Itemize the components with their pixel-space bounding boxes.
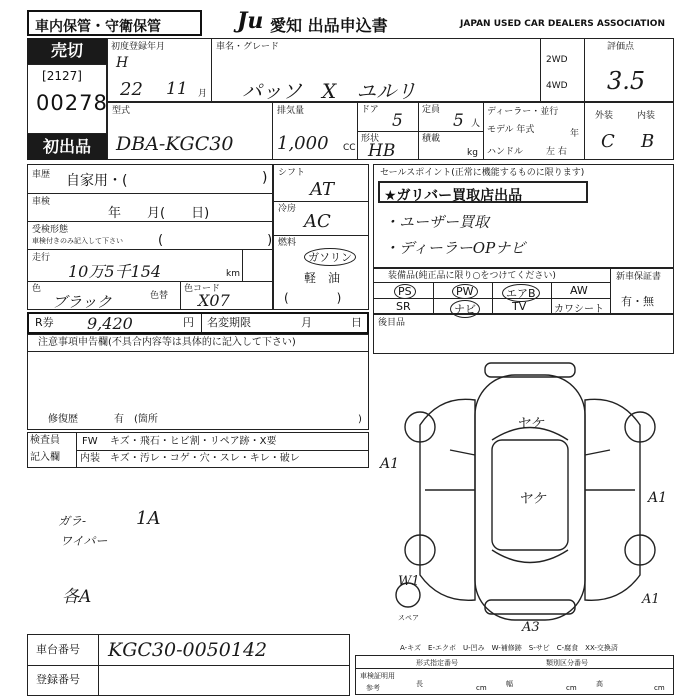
era-value: H [116,55,129,71]
diag-w1: W1 [398,574,420,589]
diag-a1-bottom: A1 [642,592,660,607]
sales-line1: ・ユーザー買取 [384,213,490,231]
color-swatch-label: 色替 [150,291,169,301]
diag-spare: スペア [398,614,419,622]
int-label: 内装 [637,111,656,121]
dims-label: 車検証明用 [360,672,395,680]
cert-block [355,655,674,695]
width-label: 幅 [506,680,513,688]
history-label: 車歴 [32,170,51,180]
diag-legend: A-キズ E-エクボ U-凹み W-補修跡 S-サビ C-腐食 XX-交換済 [400,644,618,652]
capacity-unit: 人 [471,119,481,129]
drive-2wd: 2WD [546,55,568,65]
fw-items: キズ・飛石・ヒビ割・リペア跡・X要 [110,436,277,447]
repair-label: 修復歴 [48,414,78,425]
fw-label: FW [82,436,98,447]
chassis-block [27,634,350,696]
note-kaku: 各A [62,587,92,607]
mech-block [273,164,369,310]
mileage-label: 走行 [32,253,51,263]
shape-value: HB [368,141,396,161]
color-code-value: X07 [198,291,230,310]
mileage-value: 10万5千154 [68,262,162,281]
class-label: 類別区分番号 [546,659,588,667]
color-code-label: 色コード [184,284,221,294]
history-close: ) [262,170,268,186]
diag-a1-right: A1 [648,490,668,506]
handle-label: ハンドル [487,147,524,157]
history-block [27,164,273,310]
color-label: 色 [32,284,42,294]
inspector-label-1: 検査員 [30,435,60,446]
chassis-value: KGC30-0050142 [108,639,268,661]
equip-airbag: エアB [502,284,540,302]
equip-navi: ナビ [450,300,480,318]
sales-line2: ・ディーラーOPナビ [384,239,526,257]
cooler-label: 冷房 [278,204,297,214]
lot-box [27,64,107,134]
grade-value: 3.5 [607,67,646,95]
ext-label: 外装 [595,111,614,121]
model-cell [107,102,273,160]
width-unit: cm [566,684,577,692]
note-wiper: ワイパー [60,534,108,548]
repair-value: 有 (箇所 [114,414,158,425]
displacement-label: 排気量 [277,106,305,116]
recycle-value: 9,420 [87,314,133,333]
warranty-value: 有・無 [621,295,654,308]
equip-ps: PS [394,284,416,299]
door-value: 5 [392,111,403,131]
car-rear-window [492,550,568,563]
sales-point-label: セールスポイント(正常に機能するものに限ります) [380,168,585,178]
equip-tv: TV [512,300,527,313]
sales-headline: ★ガリバー買取店出品 [384,188,523,204]
capacity-value: 5 [453,111,464,131]
displacement-cell [272,102,358,160]
reg-cell [107,38,212,102]
yen-unit: 円 [183,316,194,329]
shift-label: シフト [278,168,306,178]
fuel-diesel: 軽 油 [304,271,341,285]
notes-block [27,334,369,430]
month-suffix: 月 [198,89,208,99]
storage-label: 車内保管・守衛保管 [35,19,161,35]
load-label: 積載 [422,134,441,144]
cc-unit: CC [343,143,356,153]
ref-label: 参考 [366,684,380,692]
load-cell [418,131,484,160]
inspector-label-2: 記入欄 [30,452,60,463]
kg-unit: kg [467,148,478,158]
recycle-block [27,312,369,334]
length-label: 長 [416,680,423,688]
reg-label: 初度登録年月 [111,42,166,52]
ext-int-cell [584,102,674,160]
receipt-note: 車検付きのみ記入して下さい [32,237,123,245]
first-listing-badge: 初出品 [27,134,107,160]
grade-label: 評価点 [607,42,635,52]
car-right-side [585,399,640,600]
int-label: 内装 [80,453,100,464]
rear-items-block [373,314,674,354]
model-year-label: モデル 年式 [487,125,535,135]
ju-logo: Ju [237,8,264,34]
storage-label-box [27,10,202,36]
model-value: DBA-KGC30 [116,133,234,155]
shape-cell [357,131,419,160]
reg-year: 22 [120,79,143,100]
note-1a: 1A [136,508,161,529]
deadline-month: 月 [301,316,312,329]
car-name-label: 車名・グレード [216,42,280,52]
fuel-label: 燃料 [278,238,297,248]
inspection-label: 車検 [32,197,51,207]
inspector-block [27,432,369,468]
model-label: 型式 [112,106,131,116]
left-mirror [450,450,475,455]
dealer-label: ディーラー・並行 [487,107,559,117]
dealer-cell [483,102,585,160]
displacement-value: 1,000 [277,133,329,154]
org-name: JAPAN USED CAR DEALERS ASSOCIATION [460,19,665,29]
reg-month: 11 [166,79,188,99]
form-title: 愛知 出品申込書 [270,16,388,35]
rear-items-label: 後目品 [378,318,406,328]
drive-cell [540,38,585,102]
height-label: 高 [596,680,603,688]
receipt-label: 受検形態 [32,225,69,235]
capacity-label: 定員 [422,105,441,115]
lot-small: [2127] [42,69,82,83]
length-unit: cm [476,684,487,692]
right-mirror [585,450,610,455]
drive-4wd: 4WD [546,81,568,91]
chassis-label: 車台番号 [36,643,80,656]
diag-a1-left: A1 [380,456,400,472]
cert-label: 形式指定番号 [416,659,458,667]
notes-title: 注意事項申告欄(不具合内容等は具体的に記入して下さい) [38,337,296,348]
capacity-cell [418,102,484,132]
receipt-paren: ( ) [158,233,273,248]
mileage-unit: km [226,269,240,279]
deadline-day: 日 [351,316,362,329]
diag-hood-label: ヤケ [516,416,544,432]
reg-number-label: 登録番号 [36,673,80,686]
height-unit: cm [654,684,665,692]
shape-label: 形状 [361,134,380,144]
sold-badge: 売切 [27,38,107,64]
car-name-value: パッソ X ユルリ [242,79,417,103]
lot-number: 00278 [36,91,108,115]
warranty-block [610,268,674,314]
nen-label: 年 [570,129,580,139]
note-cigar: ガラ- [58,514,87,528]
handle-value: 左 右 [546,147,567,157]
history-value: 自家用・( [66,173,128,189]
sales-point-block [373,164,674,268]
door-label: ドア [361,105,379,115]
equipment-block [373,268,611,314]
rear-bumper [485,600,575,614]
car-name-cell [211,38,541,102]
deadline-label: 名変期限 [207,316,251,329]
fuel-gas: ガソリン [304,248,356,266]
equip-pw: PW [452,284,478,299]
inspection-value: 年 月( 日) [108,206,210,221]
diag-a3: A3 [522,620,540,635]
color-value: ブラック [52,293,112,311]
equip-sr: SR [396,300,411,313]
grade-cell [584,38,674,102]
recycle-label: R券 [35,316,54,329]
int-value: B [641,131,655,152]
int-items: キズ・汚レ・コゲ・穴・スレ・キレ・破レ [110,453,300,464]
fuel-paren: ( ) [284,291,342,305]
shift-value: AT [310,179,335,200]
equip-leather: カワシート [554,304,604,315]
car-left-side [420,399,475,600]
equipment-label: 装備品(純正品に限り○をつけてください) [388,271,556,281]
diag-roof-label: ヤケ [518,491,546,507]
cooler-value: AC [304,211,331,232]
door-cell [357,102,419,132]
ext-value: C [601,131,615,152]
warranty-label: 新車保証書 [616,272,662,282]
repair-close: ) [358,414,362,425]
equip-aw: AW [570,284,588,297]
